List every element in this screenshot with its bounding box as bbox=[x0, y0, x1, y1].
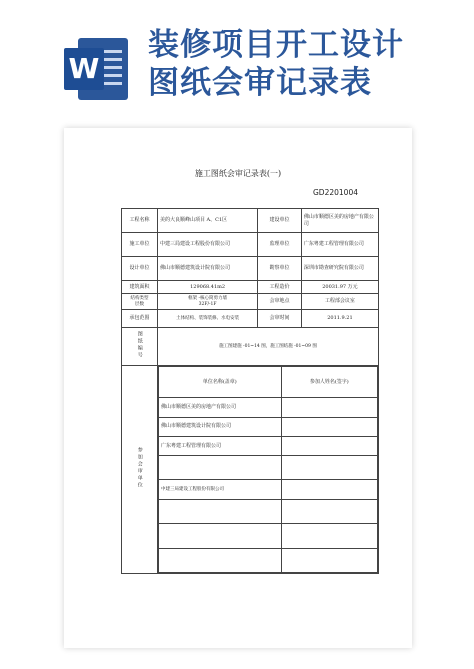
cell-label: 建筑面积 bbox=[122, 281, 158, 294]
drawing-no-value: 施工图建施 -01~14 图，施工图结施 -01~09 图 bbox=[157, 328, 378, 366]
cell-value bbox=[157, 294, 257, 310]
unit-row: 广东粤建工程管理有限公司 bbox=[158, 436, 281, 455]
floors-label: 层数 bbox=[134, 301, 144, 307]
drawing-no-label-cell bbox=[122, 328, 158, 366]
cell-value: 深圳市勘查研究院有限公司 bbox=[301, 257, 378, 281]
cell-label: 建设单位 bbox=[258, 209, 302, 233]
signature-cell bbox=[281, 456, 377, 480]
participants-label-cell bbox=[122, 366, 158, 574]
unit-row-empty bbox=[158, 524, 281, 548]
drawing-no-label: 图纸编号 bbox=[136, 331, 143, 360]
cell-label: 监理单位 bbox=[258, 233, 302, 257]
title-line-2: 图纸会审记录表 bbox=[148, 65, 372, 101]
title-line-1: 装修项目开工设计 bbox=[148, 27, 404, 63]
cell-value: 佛山市顺德建筑设计院有限公司 bbox=[157, 257, 257, 281]
cell-label bbox=[122, 294, 158, 310]
structure-label: 结构类型 bbox=[130, 295, 149, 301]
signature-cell bbox=[281, 417, 377, 436]
signature-cell bbox=[281, 499, 377, 523]
cell-value: 广东粤建工程管理有限公司 bbox=[301, 233, 378, 257]
cell-label: 勘察单位 bbox=[258, 257, 302, 281]
participants-cell bbox=[157, 366, 378, 574]
cell-label: 会审时间 bbox=[258, 310, 302, 328]
cell-label: 工程名称 bbox=[122, 209, 158, 233]
signature-cell bbox=[281, 480, 377, 499]
signature-cell bbox=[281, 548, 377, 572]
unit-row: 中建三局建设工程股份有限公司 bbox=[158, 480, 281, 499]
cell-value: 2011.9.21 bbox=[301, 310, 378, 328]
cell-value: 美的大良顺峰山项目 A、C1区 bbox=[157, 209, 257, 233]
unit-name-header: 单位名称(盖章) bbox=[158, 367, 281, 398]
cell-value: 129068.41m2 bbox=[157, 281, 257, 294]
cell-label: 承包范围 bbox=[122, 310, 158, 328]
participants-table bbox=[158, 366, 378, 573]
cell-value: 土体结构、装饰装修、水电安装 bbox=[157, 310, 257, 328]
structure-value: 框架 -核心筒剪力墙 bbox=[188, 295, 228, 301]
cell-value: 工程部会议室 bbox=[301, 294, 378, 310]
cell-label: 设计单位 bbox=[122, 257, 158, 281]
word-icon-letter: W bbox=[64, 48, 104, 90]
unit-row: 佛山市顺德区美的房地产有限公司 bbox=[158, 398, 281, 417]
cell-label: 会审地点 bbox=[258, 294, 302, 310]
cell-value: 中建三局建设工程股份有限公司 bbox=[157, 233, 257, 257]
cell-label: 施工单位 bbox=[122, 233, 158, 257]
document-code: GD2201004 bbox=[313, 188, 358, 197]
signature-cell bbox=[281, 398, 377, 417]
cell-value: 20031.97 万元 bbox=[301, 281, 378, 294]
document-title: 施工图纸会审记录表(一) bbox=[194, 169, 282, 178]
signature-cell bbox=[281, 436, 377, 455]
unit-row: 佛山市顺德建筑设计院有限公司 bbox=[158, 417, 281, 436]
unit-row-empty bbox=[158, 456, 281, 480]
page-title bbox=[148, 26, 404, 102]
word-icon bbox=[64, 36, 130, 102]
floors-value: 32F/-1F bbox=[198, 301, 217, 307]
document-page bbox=[64, 128, 412, 648]
unit-row-empty bbox=[158, 548, 281, 572]
unit-row-empty bbox=[158, 499, 281, 523]
cell-label: 工程造价 bbox=[258, 281, 302, 294]
review-form-table bbox=[121, 208, 379, 574]
cell-value: 佛山市顺德区美的房地产有限公司 bbox=[301, 209, 378, 233]
person-header: 参加人姓名(签字) bbox=[281, 367, 377, 398]
participants-label: 参加会审单位 bbox=[136, 447, 143, 490]
signature-cell bbox=[281, 524, 377, 548]
